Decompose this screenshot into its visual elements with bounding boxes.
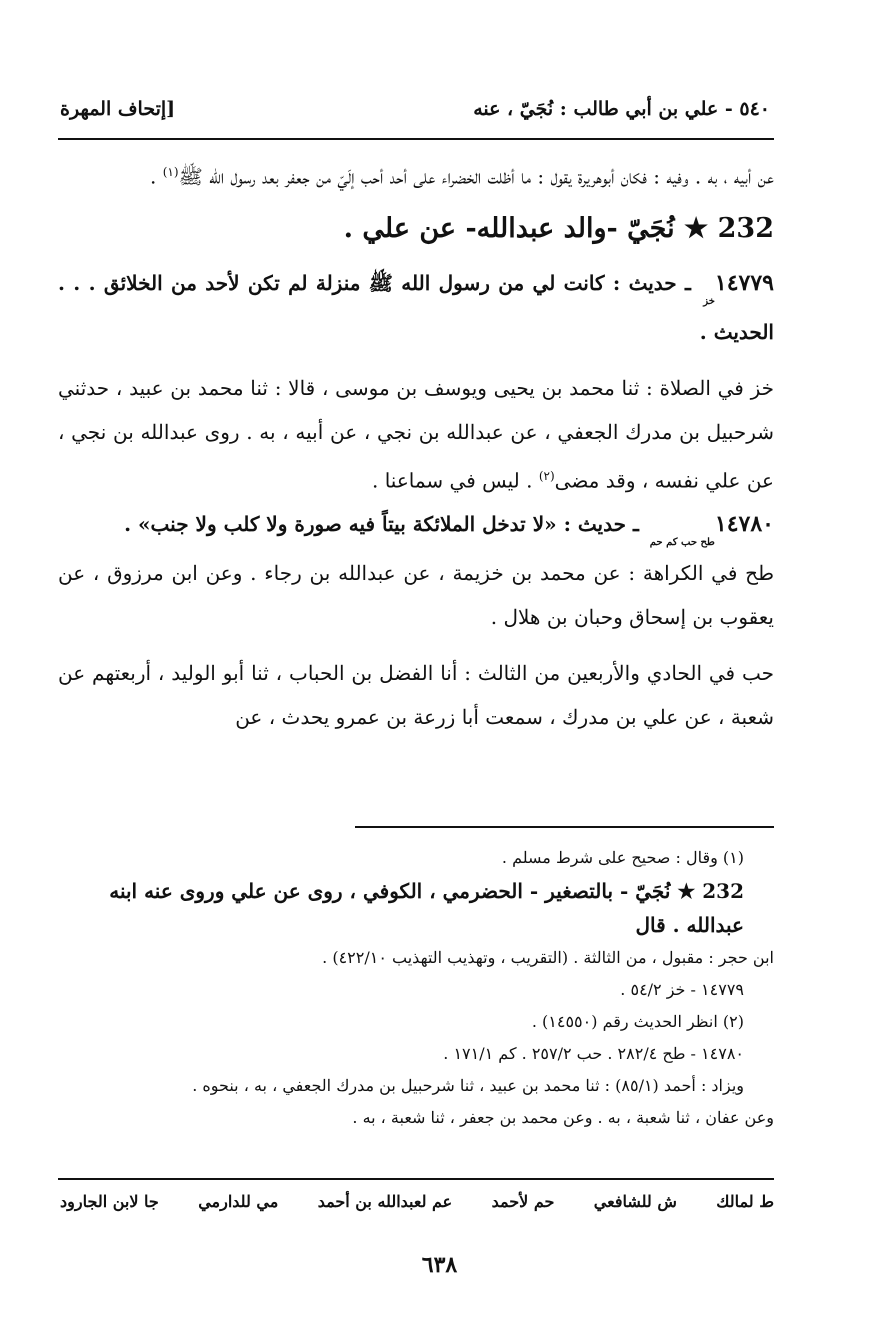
abbreviations-rule <box>58 1178 774 1180</box>
hadith-text: ـ حديث : كانت لي من رسول الله ﷺ منزلة لم تكن لأحد من الخلائق . . . الحديث . <box>58 270 774 344</box>
header-rule <box>58 138 774 140</box>
page-number: ٦٣٨ <box>421 1252 458 1278</box>
paragraph-text: خز في الصلاة : ثنا محمد بن يحيى ويوسف بن موسى ، قالا : ثنا محمد بن عبيد ، حدثني شرحبيل بن مدرك الجعفي ، عن عبدالله بن نجي ، عن أبيه ، به . روى عبدالله بن نجي ، عن علي نفسه ، وقد مضى <box>58 375 774 493</box>
hadith-14780 <box>58 502 774 551</box>
hadith-14779 <box>58 261 774 354</box>
abbrev-item: جا لابن الجارود <box>60 1192 159 1211</box>
footnote-marker: (٢) <box>538 468 555 483</box>
paragraph-continuation <box>58 150 774 199</box>
abbrev-item: عم لعبدالله بن أحمد <box>317 1192 453 1211</box>
paragraph-end: . <box>150 164 163 189</box>
hadith-number: ١٤٧٧٩ <box>714 269 774 296</box>
spacer <box>58 354 774 366</box>
footnote-14780: ١٤٧٨٠ - طح ٢٨٢/٤ . حب ٢٥٧/٢ . كم ١٧١/١ . <box>443 1044 744 1063</box>
abbrev-item: ش للشافعي <box>593 1192 677 1211</box>
footnote-addition: ويزاد : أحمد (٨٥/١) : ثنا محمد بن عبيد ، ثنا شرحبيل بن مدرك الجعفي ، به ، بنحوه . <box>192 1076 744 1095</box>
spacer <box>58 639 774 651</box>
footnote-addition-cont: وعن عفان ، ثنا شعبة ، به . وعن محمد بن جعفر ، ثنا شعبة ، به . <box>352 1108 774 1127</box>
footnote-2: (٢) انظر الحديث رقم (١٤٥٥٠) . <box>531 1012 744 1031</box>
footnotes <box>58 842 774 1134</box>
main-text <box>58 150 774 739</box>
abbrev-item: ط لمالك <box>716 1192 774 1211</box>
entry-title: 232 ★ نُجَيّ -والد عبدالله- عن علي . <box>343 212 774 244</box>
abbrev-item: حم لأحمد <box>491 1192 555 1211</box>
paragraph-tahawi: طح في الكراهة : عن محمد بن خزيمة ، عن عبدالله بن رجاء . وعن ابن مرزوق ، عن يعقوب بن إسحاق وحبان بن هلال . <box>58 561 774 630</box>
footnote-entry-title: 232 ★ نُجَيّ - بالتصغير - الحضرمي ، الكوفي ، روى عن علي وروى عنه ابنه عبدالله . قال <box>109 879 744 937</box>
paragraph-khuz <box>58 366 774 503</box>
abbrev-item: مي للدارمي <box>198 1192 279 1211</box>
header-section-title: ٥٤٠ - علي بن أبي طالب : نُجَيّ ، عنه <box>473 98 770 120</box>
footnote-rule <box>355 826 774 828</box>
paragraph-text-end: . ليس في سماعنا . <box>372 468 539 493</box>
hadith-number: ١٤٧٨٠ <box>714 511 774 538</box>
paragraph-text: عن أبيه ، به . وفيه : فكان أبوهريرة يقول : ما أظلت الخضراء على أحد أحب إلَيّ من جعفر بعد رسول الله ﷺ <box>178 164 774 189</box>
source-codes: خز <box>703 295 715 307</box>
paragraph-hibban: حب في الحادي والأربعين من الثالث : أنا الفضل بن الحباب ، ثنا أبو الوليد ، أربعتهم عن شعبة ، عن علي بن مدرك ، سمعت أبا زرعة بن عمرو يحدث ، عن <box>58 661 774 730</box>
abbreviations-legend <box>60 1192 774 1211</box>
header-book-title: [إتحاف المهرة <box>60 98 176 120</box>
footnote-marker: (١) <box>162 165 179 179</box>
footnote-entry-title-cont: ابن حجر : مقبول ، من الثالثة . (التقريب ، وتهذيب التهذيب ٤٢٢/١٠) . <box>322 948 774 967</box>
page-header <box>60 84 770 120</box>
hadith-text: ـ حديث : «لا تدخل الملائكة بيتاً فيه صورة ولا كلب ولا جنب» . <box>124 512 646 537</box>
footnote-14779: ١٤٧٧٩ - خز ٥٤/٢ . <box>620 980 744 999</box>
footnote-1: (١) وقال : صحيح على شرط مسلم . <box>501 848 744 867</box>
source-codes: طح حب كم حم <box>649 537 715 549</box>
